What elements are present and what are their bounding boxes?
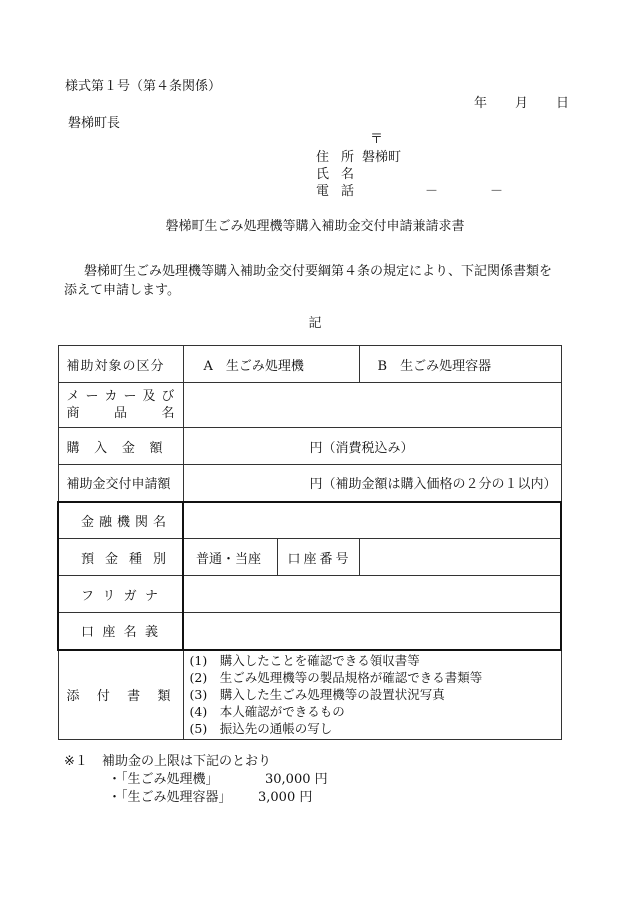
note-item2-name: ・「生ごみ処理容器」: [108, 790, 232, 805]
phone-dash-1: －: [425, 184, 439, 199]
note-item1-name: ・「生ごみ処理機」: [108, 772, 219, 787]
application-table: [57, 345, 562, 740]
table-row: [58, 502, 561, 539]
deposit-type-value[interactable]: 普通・当座: [183, 539, 277, 576]
name-label-2: 名: [341, 167, 355, 182]
document-title: 磐梯町生ごみ処理機等購入補助金交付申請兼請求書: [165, 219, 465, 234]
option-b[interactable]: B 生ごみ処理容器: [359, 346, 561, 383]
phone-label-2: 話: [341, 184, 355, 199]
table-row: [58, 428, 561, 465]
phone-dash-2: －: [490, 184, 504, 199]
addressee: 磐梯町長: [68, 116, 121, 131]
list-item: (1) 購入したことを確認できる領収書等: [189, 653, 420, 669]
maker-label-line1: メ ー カ ー 及 び: [66, 389, 175, 404]
list-item: (4) 本人確認ができるもの: [189, 704, 345, 720]
table-row: [58, 539, 561, 576]
account-number-label: 口 座 番 号: [277, 539, 359, 576]
name-row: [316, 168, 354, 181]
date-day-label: 日: [556, 96, 570, 111]
request-label: 補助金交付申請額: [58, 465, 183, 502]
note-item1-amount: 30,000 円: [265, 772, 328, 787]
maker-label-line2: 商 品 名: [66, 406, 175, 421]
account-number-input[interactable]: [359, 539, 561, 576]
deposit-type-label: 預 金 種 別: [58, 539, 183, 576]
table-row: [58, 650, 561, 740]
furigana-input[interactable]: [183, 576, 561, 613]
list-item: (2) 生ごみ処理機等の製品規格が確認できる書類等: [189, 670, 483, 686]
form-number: 様式第１号（第４条関係）: [65, 79, 222, 94]
bank-name-label: 金 融 機 関 名: [58, 502, 183, 539]
date-month-label: 月: [515, 96, 529, 111]
name-label-1: 氏: [316, 167, 330, 182]
subject-label: 補助対象の区分: [58, 346, 183, 383]
table-row: [58, 346, 561, 383]
request-amount-field[interactable]: 円（補助金額は購入価格の２分の１以内）: [183, 465, 561, 502]
attachments-list: [183, 650, 561, 740]
note-mark: ※１: [64, 754, 88, 769]
option-a[interactable]: A 生ごみ処理機: [183, 346, 359, 383]
ki-heading: 記: [308, 316, 322, 331]
attachments-label: 添 付 書 類: [58, 650, 183, 740]
account-holder-label: 口 座 名 義: [58, 613, 183, 650]
body-text: 磐梯町生ごみ処理機等購入補助金交付要綱第４条の規定により、下記関係書類を添えて申請します。: [64, 264, 553, 298]
purchase-amount-field[interactable]: 円（消費税込み）: [183, 428, 561, 465]
table-row: [58, 465, 561, 502]
table-row: [58, 576, 561, 613]
address-value: 磐梯町: [362, 150, 402, 165]
bank-name-input[interactable]: [183, 502, 561, 539]
purchase-label: 購 入 金 額: [58, 428, 183, 465]
table-row: [58, 613, 561, 650]
note-item2-amount: 3,000 円: [258, 790, 313, 805]
table-row: [58, 383, 561, 428]
account-holder-input[interactable]: [183, 613, 561, 650]
list-item: (5) 振込先の通帳の写し: [189, 721, 333, 737]
date-year-label: 年: [474, 96, 488, 111]
phone-row: [316, 185, 354, 198]
phone-label-1: 電: [316, 184, 330, 199]
address-label-2: 所: [341, 150, 355, 165]
list-item: (3) 購入した生ごみ処理機等の設置状況写真: [189, 687, 445, 703]
postal-mark: 〒: [370, 132, 384, 147]
furigana-label: フ リ ガ ナ: [58, 576, 183, 613]
note-text: 補助金の上限は下記のとおり: [102, 754, 272, 769]
address-row: [316, 151, 401, 164]
maker-label: [58, 383, 183, 428]
maker-input[interactable]: [183, 383, 561, 428]
address-label-1: 住: [316, 150, 330, 165]
